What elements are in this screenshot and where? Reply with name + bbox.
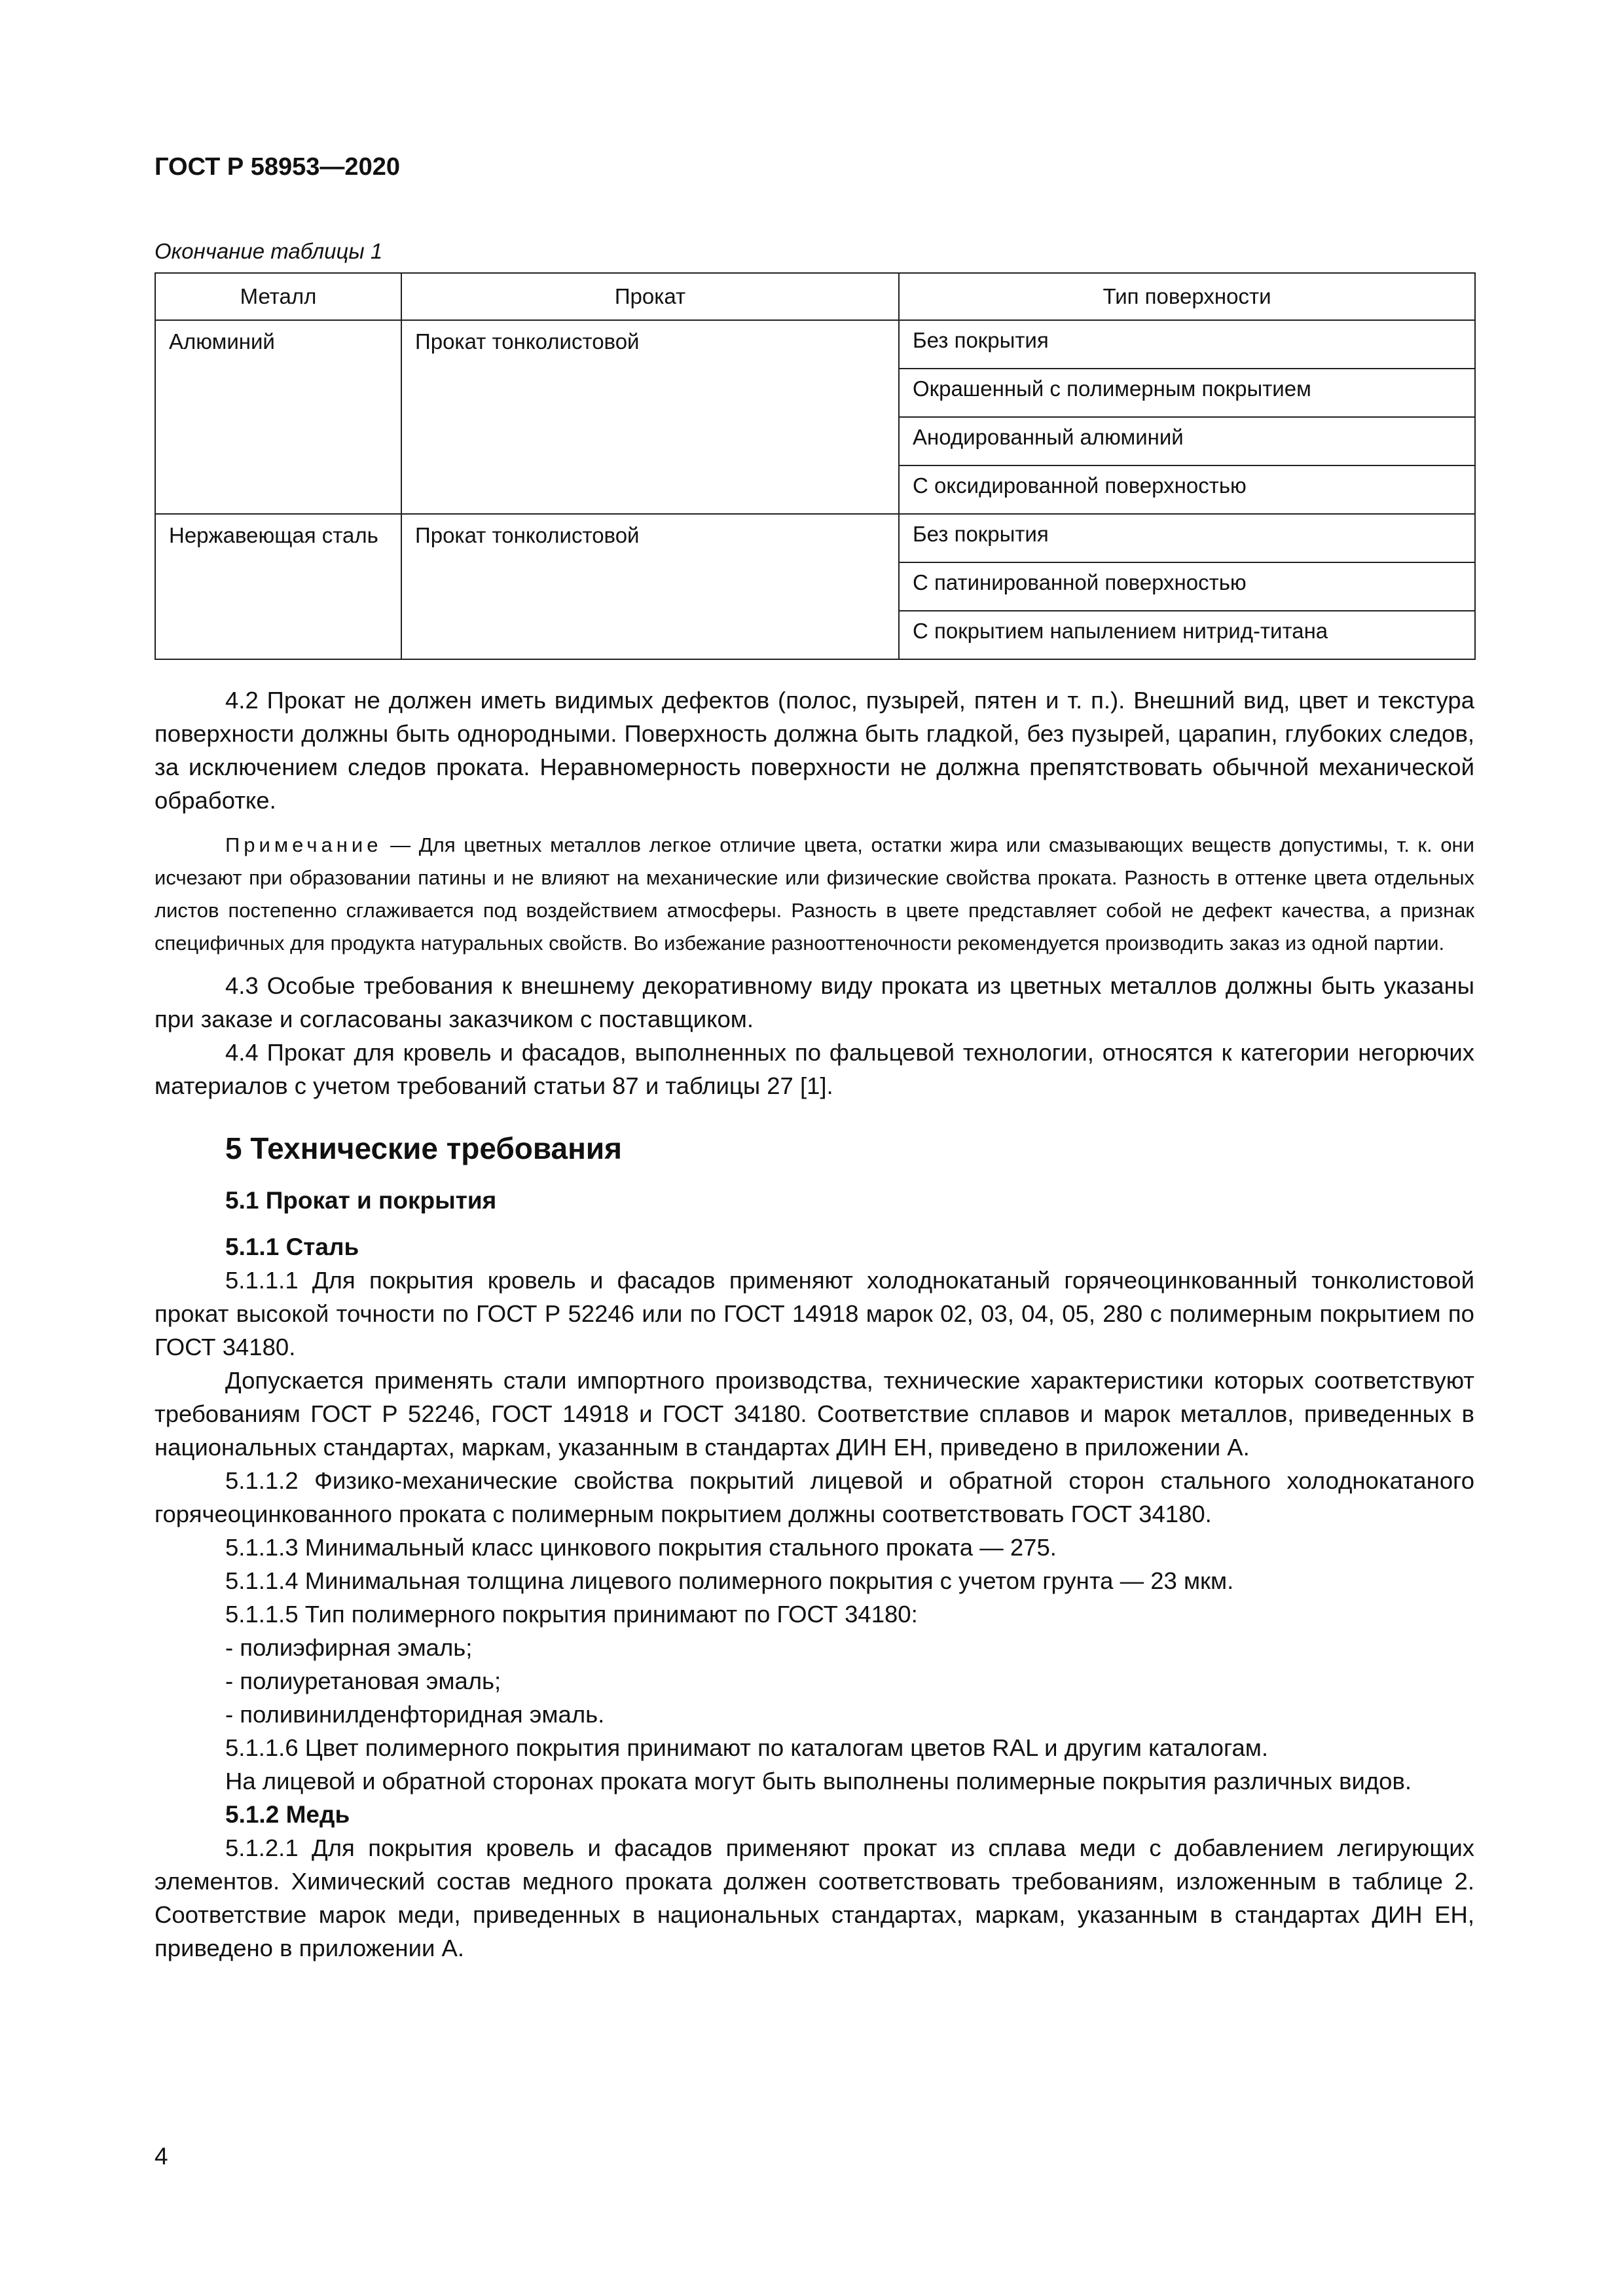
- paragraph-5-1-1-2: 5.1.1.2 Физико-механические свойства покрытий лицевой и обратной сторон стального холоднокатаного горячеоцинкованного проката с полимерным покрытием должны соответствовать ГОСТ 34180.: [155, 1467, 1474, 1527]
- section-heading-5: 5 Технические требования: [225, 1131, 622, 1165]
- table-row: [155, 320, 1475, 369]
- cell-metal: Алюминий: [155, 320, 401, 514]
- cell-surface-type: Окрашенный с полимерным покрытием: [899, 369, 1475, 417]
- coating-type-list: [155, 1631, 1474, 1731]
- cell-prokat: Прокат тонколистовой: [401, 514, 899, 659]
- cell-surface-type: С оксидированной поверхностью: [899, 465, 1475, 514]
- paragraph-4-2: 4.2 Прокат не должен иметь видимых дефектов (полос, пузырей, пятен и т. п.). Внешний вид, цвет и текстура поверхности должны быть однородными. Поверхность должна быть гладкой, без пузырей, царапин, глубоких следов, за исключением следов проката. Неравномерность поверхности не должна препятствовать обычной механической обработке.: [155, 687, 1474, 814]
- paragraph-5-1-1-1: 5.1.1.1 Для покрытия кровель и фасадов применяют холоднокатаный горячеоцинкованный тонколистовой прокат высокой точности по ГОСТ Р 52246 или по ГОСТ 14918 марок 02, 03, 04, 05, 280 с полимерным покрытием по ГОСТ 34180.: [155, 1267, 1474, 1360]
- subsection-heading-5-1: 5.1 Прокат и покрытия: [225, 1187, 497, 1214]
- table-header-row: [155, 273, 1475, 320]
- paragraph-allowance: Допускается применять стали импортного производства, технические характеристики которых соответствуют требованиям ГОСТ Р 52246, ГОСТ 14918 и ГОСТ 34180. Соответствие сплавов и марок металлов, приведенных в национальных стандартах, маркам, указанным в стандартах ДИН ЕН, приведено в приложении А.: [155, 1367, 1474, 1461]
- note-text: — Для цветных металлов легкое отличие цвета, остатки жира или смазывающих веществ допустимы, т. к. они исчезают при образовании патины и не влияют на механические или физические свойства проката. Разность в оттенке цвета отдельных листов постепенно сглаживается под воздействием атмосферы. Разность в цвете представляет собой не дефект качества, а признак специфичных для продукта натуральных свойств. Во избежание разнооттеночности рекомендуется производить заказ из одной партии.: [155, 833, 1474, 955]
- table-row: [155, 514, 1475, 562]
- paragraph-5-1-1-6: 5.1.1.6 Цвет полимерного покрытия принимают по каталогам цветов RAL и другим каталогам.: [225, 1734, 1269, 1761]
- paragraph-5-1-1-5: 5.1.1.5 Тип полимерного покрытия принимают по ГОСТ 34180:: [225, 1601, 918, 1628]
- note-label: Примечание: [225, 833, 382, 856]
- subsection-heading-5-1-1: 5.1.1 Сталь: [225, 1233, 359, 1260]
- paragraph-5-1-2-1: 5.1.2.1 Для покрытия кровель и фасадов применяют прокат из сплава меди с добавлением легирующих элементов. Химический состав медного проката должен соответствовать требованиям, изложенным в таблице 2. Соответствие марок меди, приведенных в национальных стандартах, маркам, указанным в стандартах ДИН ЕН, приведено в приложении А.: [155, 1834, 1474, 1961]
- paragraph-5-1-1-3: 5.1.1.3 Минимальный класс цинкового покрытия стального проката — 275.: [225, 1534, 1057, 1561]
- paragraph-face-sides: На лицевой и обратной сторонах проката могут быть выполнены полимерные покрытия различных видов.: [225, 1768, 1412, 1795]
- paragraph-5-1-1-4: 5.1.1.4 Минимальная толщина лицевого полимерного покрытия с учетом грунта — 23 мкм.: [225, 1567, 1234, 1594]
- cell-surface-type: Без покрытия: [899, 514, 1475, 562]
- list-item: - полиэфирная эмаль;: [225, 1634, 473, 1661]
- paragraph-4-4: 4.4 Прокат для кровель и фасадов, выполненных по фальцевой технологии, относятся к категории негорючих материалов с учетом требований статьи 87 и таблицы 27 [1].: [155, 1039, 1474, 1099]
- cell-metal: Нержавеющая сталь: [155, 514, 401, 659]
- list-item: - поливинилденфторидная эмаль.: [225, 1701, 605, 1728]
- column-header-prokat: Прокат: [401, 273, 899, 320]
- subsection-heading-5-1-2: 5.1.2 Медь: [225, 1801, 350, 1828]
- cell-surface-type: С покрытием напылением нитрид-титана: [899, 611, 1475, 659]
- cell-prokat: Прокат тонколистовой: [401, 320, 899, 514]
- cell-surface-type: Без покрытия: [899, 320, 1475, 369]
- paragraph-4-3: 4.3 Особые требования к внешнему декоративному виду проката из цветных металлов должны быть указаны при заказе и согласованы заказчиком с поставщиком.: [155, 972, 1474, 1032]
- table-caption: Окончание таблицы 1: [155, 239, 383, 263]
- table-1-end: [155, 272, 1476, 660]
- document-page: [155, 152, 1474, 1965]
- cell-surface-type: С патинированной поверхностью: [899, 562, 1475, 611]
- column-header-metal: Металл: [155, 273, 401, 320]
- page-number: 4: [155, 2143, 168, 2170]
- document-header: ГОСТ Р 58953—2020: [155, 153, 400, 181]
- list-item: - полиуретановая эмаль;: [225, 1667, 501, 1694]
- column-header-surface-type: Тип поверхности: [899, 273, 1475, 320]
- cell-surface-type: Анодированный алюминий: [899, 417, 1475, 465]
- note: [155, 829, 1474, 960]
